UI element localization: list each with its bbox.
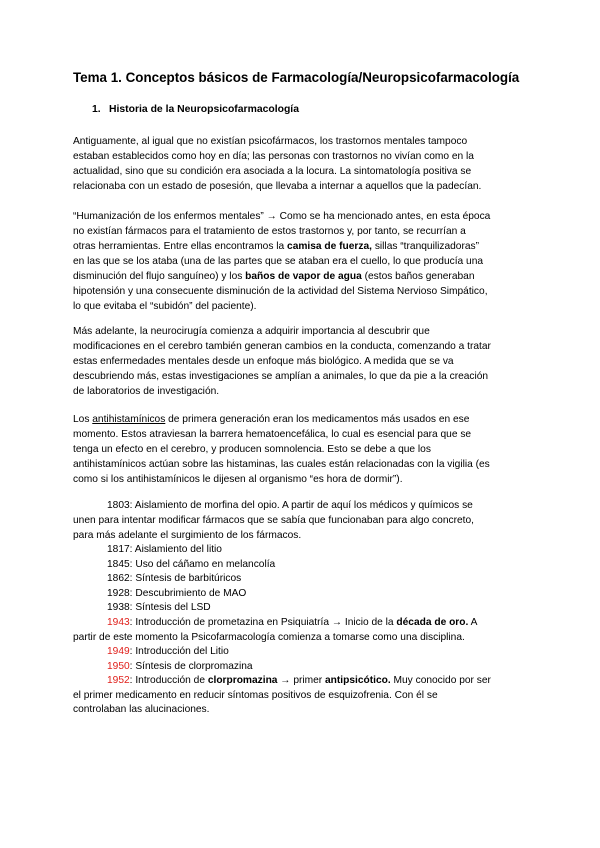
text-run: otras herramientas. Entre ellas encontramos la bbox=[73, 241, 288, 252]
timeline-text: : Síntesis de clorpromazina bbox=[129, 661, 253, 672]
timeline-year: 1845 bbox=[107, 559, 130, 570]
text-run: Los bbox=[73, 414, 93, 425]
text-line: actualidad, sino que su condición era asociada a la locura. La sintomatología positiva se bbox=[73, 166, 472, 177]
text-line: hipotensión y una consecuente disminución de la actividad del Sistema Nervioso Simpático, bbox=[73, 286, 488, 297]
paragraph-humanizacion bbox=[73, 209, 533, 314]
section-title: Historia de la Neuropsicofarmacología bbox=[109, 104, 299, 115]
timeline-year-highlighted: 1950 bbox=[107, 661, 130, 672]
section-heading bbox=[92, 104, 299, 115]
timeline-year: 1938 bbox=[107, 602, 130, 613]
paragraph-antihistaminicos bbox=[73, 412, 533, 487]
timeline-continuation: partir de este momento la Psicofarmacología comienza a tomarse como una disciplina. bbox=[73, 632, 465, 643]
timeline-entry-1938 bbox=[107, 601, 567, 616]
bold-term: camisa de fuerza, bbox=[287, 241, 372, 252]
bold-term: clorpromazina bbox=[207, 675, 278, 686]
text-line: momento. Estos atraviesan la barrera hematoencefálica, lo cual es esencial para que se bbox=[73, 429, 472, 440]
timeline-entry-1862 bbox=[107, 572, 567, 587]
timeline-year-highlighted: 1949 bbox=[107, 646, 130, 657]
text-line: relacionaba con un estado de posesión, que llevaba a internar a aquellos que la padecían. bbox=[73, 181, 482, 192]
text-line: modificaciones en el cerebro también generan cambios en la conducta, comenzando a tratar bbox=[73, 341, 491, 352]
text-run: sillas “tranquilizadoras” bbox=[371, 241, 479, 252]
timeline-text: : Síntesis del LSD bbox=[129, 602, 211, 613]
timeline-year: 1803 bbox=[107, 500, 130, 511]
timeline-continuation: para más adelante el surgimiento de los fármacos. bbox=[73, 530, 302, 541]
bold-term: década de oro. bbox=[396, 617, 469, 628]
text-line: estas enfermedades mentales desde un enfoque más biológico. A medida que se va bbox=[73, 356, 454, 367]
text-line bbox=[73, 239, 533, 254]
text-run: de primera generación eran los medicamentos más usados en ese bbox=[165, 414, 470, 425]
text-run: (estos baños generaban bbox=[361, 271, 475, 282]
timeline-continuation: unen para intentar modificar fármacos que se sabía que funcionaban para algo concreto, bbox=[73, 515, 474, 526]
text-line bbox=[73, 269, 533, 284]
text-line: Más adelante, la neurocirugía comienza a adquirir importancia al descubrir que bbox=[73, 326, 430, 337]
timeline-text: A bbox=[468, 617, 478, 628]
timeline-entry-1845 bbox=[107, 558, 567, 573]
timeline-text: : Descubrimiento de MAO bbox=[129, 588, 247, 599]
text-line: en las que se los ataba (una de las partes que se ataban era el cuello, lo que producía una bbox=[73, 256, 484, 267]
section-number: 1. bbox=[92, 104, 101, 115]
text-line bbox=[73, 412, 533, 427]
timeline-entry-1949 bbox=[107, 645, 567, 660]
bold-term: antipsicótico. bbox=[325, 675, 391, 686]
timeline-year-highlighted: 1952 bbox=[107, 675, 130, 686]
text-line: no existían fármacos para el tratamiento de estos trastornos y, por tanto, se recurrían a bbox=[73, 226, 466, 237]
timeline-text: : Introducción de prometazina en Psiquiatría → Inicio de la bbox=[129, 617, 397, 628]
text-line: Antiguamente, al igual que no existían psicofármacos, los trastornos mentales tampoco bbox=[73, 136, 468, 147]
timeline-text: : Uso del cáñamo en melancolía bbox=[129, 559, 276, 570]
timeline-year: 1928 bbox=[107, 588, 130, 599]
text-line: antihistamínicos actúan sobre las histaminas, las cuales están relacionadas con la vigilia (es bbox=[73, 459, 490, 470]
timeline-text: : Síntesis de barbitúricos bbox=[129, 573, 242, 584]
timeline-entry-1943 bbox=[107, 616, 567, 631]
timeline-text: Muy conocido por ser bbox=[390, 675, 491, 686]
text-line: descubriendo más, estas investigaciones se amplían a animales, lo que da pie a la creación bbox=[73, 371, 489, 382]
timeline-text: → primer bbox=[277, 675, 326, 686]
timeline-entry-1817 bbox=[107, 543, 567, 558]
timeline-year-highlighted: 1943 bbox=[107, 617, 130, 628]
text-line: lo que evitaba el “subidón” del paciente). bbox=[73, 301, 257, 312]
timeline-year: 1817 bbox=[107, 544, 130, 555]
text-run: disminución del flujo sanguíneo) y los bbox=[73, 271, 246, 282]
text-line: “Humanización de los enfermos mentales” → Como se ha mencionado antes, en esta época bbox=[73, 211, 491, 222]
timeline-text: : Aislamiento de morfina del opio. A partir de aquí los médicos y químicos se bbox=[129, 500, 473, 511]
text-line: estaban establecidos como hoy en día; las personas con trastornos no vivían como en la bbox=[73, 151, 474, 162]
timeline-year: 1862 bbox=[107, 573, 130, 584]
text-line: como si los antihistamínicos le dijesen al organismo “es hora de dormir”). bbox=[73, 474, 403, 485]
timeline-continuation: controlaban las alucinaciones. bbox=[73, 704, 210, 715]
timeline-entry-1803 bbox=[107, 499, 567, 514]
text-line: de laboratorios de investigación. bbox=[73, 386, 220, 397]
timeline-entry-1928 bbox=[107, 587, 567, 602]
timeline-text: : Aislamiento del litio bbox=[129, 544, 222, 555]
text-line: tenga un efecto en el cerebro, y producen somnolencia. Esto se debe a que los bbox=[73, 444, 431, 455]
timeline-text: : Introducción del Litio bbox=[129, 646, 229, 657]
paragraph-antiguamente bbox=[73, 134, 533, 194]
timeline-entry-1952 bbox=[107, 674, 567, 689]
underlined-term: antihistamínicos bbox=[92, 414, 166, 425]
paragraph-neurocirugia bbox=[73, 324, 533, 399]
page-title: Tema 1. Conceptos básicos de Farmacología/Neuropsicofarmacología bbox=[73, 70, 520, 85]
timeline-text: : Introducción de bbox=[129, 675, 208, 686]
timeline-continuation: el primer medicamento en reducir síntomas positivos de esquizofrenia. Con él se bbox=[73, 690, 438, 701]
bold-term: baños de vapor de agua bbox=[245, 271, 362, 282]
timeline-entry-1950 bbox=[107, 660, 567, 675]
